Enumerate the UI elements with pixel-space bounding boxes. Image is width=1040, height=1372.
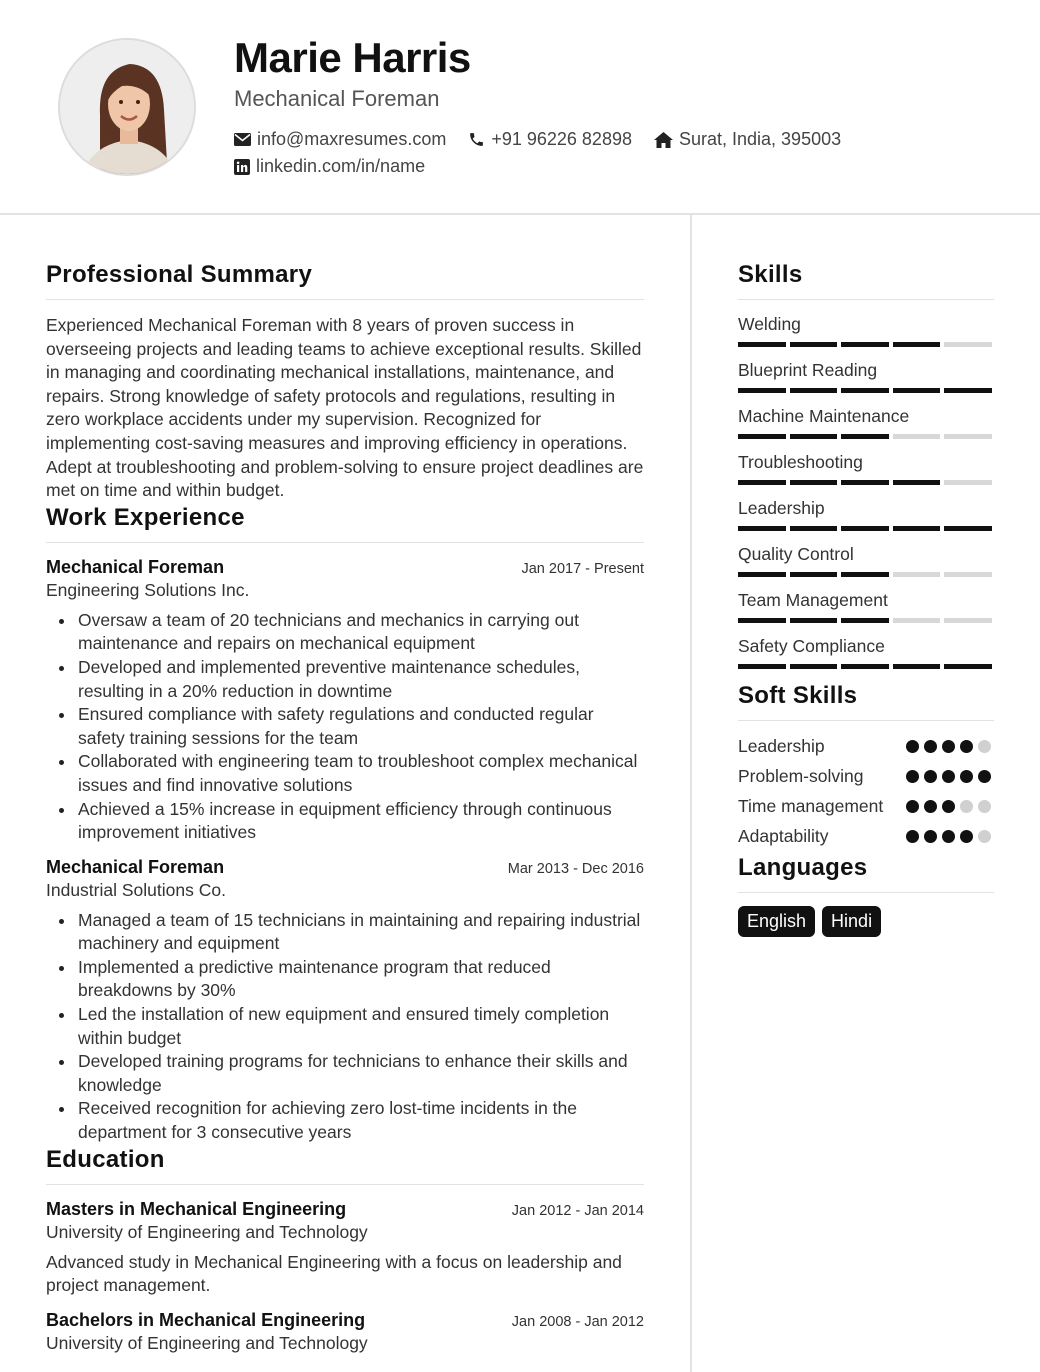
skill-level-segment bbox=[790, 526, 838, 531]
skill-level-segment bbox=[944, 618, 992, 623]
list-item: Developed training programs for technicians to enhance their skills and knowledge bbox=[46, 1050, 644, 1097]
rating-dot bbox=[978, 830, 991, 843]
column-divider bbox=[690, 215, 692, 1372]
main-column bbox=[46, 215, 644, 1354]
skill-level-segment bbox=[841, 572, 889, 577]
skill-name: Safety Compliance bbox=[738, 636, 885, 656]
job-entry bbox=[46, 557, 644, 845]
job-bullets bbox=[46, 609, 644, 845]
soft-skill-name: Leadership bbox=[738, 736, 825, 756]
skill-level-segment bbox=[841, 342, 889, 347]
skill-level-segment bbox=[893, 618, 941, 623]
skill-level-segment bbox=[893, 388, 941, 393]
email-contact[interactable] bbox=[234, 129, 446, 150]
job-title: Mechanical Foreman bbox=[46, 556, 225, 577]
skill-level-segment bbox=[944, 526, 992, 531]
skill-level-segment bbox=[738, 342, 786, 347]
skill-item bbox=[738, 590, 994, 623]
rating-dot bbox=[924, 830, 937, 843]
skill-level-segment bbox=[944, 480, 992, 485]
skill-level-segment bbox=[790, 434, 838, 439]
job-title: Mechanical Foreman bbox=[46, 856, 225, 877]
rating-dot bbox=[924, 800, 937, 813]
skill-level-segment bbox=[790, 480, 838, 485]
candidate-name: Marie Harris bbox=[234, 34, 471, 81]
sidebar-column bbox=[738, 215, 994, 937]
phone-text: +91 96226 82898 bbox=[491, 129, 632, 149]
degree-title: Bachelors in Mechanical Engineering bbox=[46, 1309, 366, 1330]
skill-level-segment bbox=[841, 664, 889, 669]
language-badge: English bbox=[738, 906, 815, 937]
skills-list bbox=[738, 314, 994, 669]
skill-level-segment bbox=[841, 434, 889, 439]
skill-level-bar bbox=[738, 434, 994, 439]
contact-row bbox=[234, 129, 863, 150]
skill-item bbox=[738, 360, 994, 393]
soft-skill-rating bbox=[906, 734, 994, 758]
rating-dot bbox=[978, 770, 991, 783]
skill-name: Machine Maintenance bbox=[738, 406, 910, 426]
skill-level-segment bbox=[790, 618, 838, 623]
skill-level-bar bbox=[738, 572, 994, 577]
degree-title: Masters in Mechanical Engineering bbox=[46, 1198, 347, 1219]
job-date: Mar 2013 - Dec 2016 bbox=[507, 860, 644, 877]
envelope-icon bbox=[234, 133, 251, 146]
languages-list bbox=[738, 906, 994, 937]
list-item: Collaborated with engineering team to troubleshoot complex mechanical issues and find innovative solutions bbox=[46, 750, 644, 797]
skill-level-segment bbox=[893, 480, 941, 485]
rating-dot bbox=[978, 800, 991, 813]
resume-header bbox=[0, 0, 1040, 215]
soft-skill-rating bbox=[906, 794, 994, 818]
contact-row-2 bbox=[234, 156, 447, 177]
rating-dot bbox=[924, 740, 937, 753]
list-item: Developed and implemented preventive maintenance schedules, resulting in a 20% reduction in downtime bbox=[46, 656, 644, 703]
skill-level-segment bbox=[944, 434, 992, 439]
list-item: Managed a team of 15 technicians in maintaining and repairing industrial machinery and equipment bbox=[46, 909, 644, 956]
rating-dot bbox=[924, 770, 937, 783]
location-contact bbox=[654, 129, 841, 150]
skill-level-segment bbox=[944, 572, 992, 577]
skill-level-segment bbox=[738, 526, 786, 531]
skill-level-bar bbox=[738, 526, 994, 531]
language-badge: Hindi bbox=[822, 906, 881, 937]
soft-skill-rating bbox=[906, 764, 994, 788]
rating-dot bbox=[906, 770, 919, 783]
home-icon bbox=[654, 132, 673, 148]
soft-skill-item bbox=[738, 794, 994, 818]
linkedin-icon bbox=[234, 159, 250, 175]
work-heading: Work Experience bbox=[46, 504, 644, 543]
rating-dot bbox=[942, 830, 955, 843]
candidate-role: Mechanical Foreman bbox=[234, 86, 440, 111]
skill-item bbox=[738, 314, 994, 347]
skill-level-bar bbox=[738, 618, 994, 623]
skill-item bbox=[738, 636, 994, 669]
soft-skills-list bbox=[738, 734, 994, 848]
skill-level-segment bbox=[944, 664, 992, 669]
skill-level-segment bbox=[841, 480, 889, 485]
skill-level-segment bbox=[790, 664, 838, 669]
phone-contact[interactable] bbox=[468, 129, 632, 150]
list-item: Oversaw a team of 20 technicians and mechanics in carrying out maintenance and repairs on mechanical equipment bbox=[46, 609, 644, 656]
skill-level-segment bbox=[841, 388, 889, 393]
skill-level-bar bbox=[738, 342, 994, 347]
skill-name: Team Management bbox=[738, 590, 888, 610]
skill-name: Quality Control bbox=[738, 544, 854, 564]
soft-skill-item bbox=[738, 824, 994, 848]
job-company: Engineering Solutions Inc. bbox=[46, 579, 250, 600]
soft-skill-rating bbox=[906, 824, 994, 848]
skill-level-bar bbox=[738, 388, 994, 393]
soft-skills-heading: Soft Skills bbox=[738, 682, 994, 721]
languages-heading: Languages bbox=[738, 854, 994, 893]
skill-name: Welding bbox=[738, 314, 801, 334]
skill-level-segment bbox=[841, 526, 889, 531]
skill-level-bar bbox=[738, 664, 994, 669]
skill-level-segment bbox=[738, 572, 786, 577]
list-item: Implemented a predictive maintenance program that reduced breakdowns by 30% bbox=[46, 956, 644, 1003]
soft-skill-name: Adaptability bbox=[738, 826, 829, 846]
skill-level-segment bbox=[738, 480, 786, 485]
skill-item bbox=[738, 544, 994, 577]
skill-level-segment bbox=[790, 572, 838, 577]
soft-skill-item bbox=[738, 764, 994, 788]
skill-level-bar bbox=[738, 480, 994, 485]
skill-name: Leadership bbox=[738, 498, 825, 518]
skill-level-segment bbox=[893, 572, 941, 577]
list-item: Led the installation of new equipment and ensured timely completion within budget bbox=[46, 1003, 644, 1050]
education-entry bbox=[46, 1310, 644, 1354]
education-description: Advanced study in Mechanical Engineering with a focus on leadership and project management. bbox=[46, 1251, 622, 1296]
skill-name: Troubleshooting bbox=[738, 452, 863, 472]
rating-dot bbox=[978, 740, 991, 753]
skill-level-segment bbox=[790, 342, 838, 347]
skills-heading: Skills bbox=[738, 261, 994, 300]
school-name: University of Engineering and Technology bbox=[46, 1221, 368, 1242]
rating-dot bbox=[960, 830, 973, 843]
school-name: University of Engineering and Technology bbox=[46, 1332, 368, 1353]
skill-level-segment bbox=[893, 664, 941, 669]
rating-dot bbox=[960, 740, 973, 753]
skill-level-segment bbox=[738, 434, 786, 439]
list-item: Ensured compliance with safety regulations and conducted regular safety training sessions for the team bbox=[46, 703, 644, 750]
skill-name: Blueprint Reading bbox=[738, 360, 878, 380]
rating-dot bbox=[960, 770, 973, 783]
skill-level-segment bbox=[790, 388, 838, 393]
list-item: Achieved a 15% increase in equipment efficiency through continuous improvement initiatives bbox=[46, 798, 644, 845]
location-text: Surat, India, 395003 bbox=[678, 129, 842, 149]
education-heading: Education bbox=[46, 1146, 644, 1185]
profile-photo bbox=[60, 40, 196, 176]
education-date: Jan 2008 - Jan 2012 bbox=[511, 1313, 644, 1330]
job-bullets bbox=[46, 909, 644, 1145]
education-date: Jan 2012 - Jan 2014 bbox=[511, 1202, 644, 1219]
rating-dot bbox=[960, 800, 973, 813]
email-text: info@maxresumes.com bbox=[257, 129, 447, 149]
skill-item bbox=[738, 406, 994, 439]
job-date: Jan 2017 - Present bbox=[521, 560, 644, 577]
skill-level-segment bbox=[893, 434, 941, 439]
skill-level-segment bbox=[944, 342, 992, 347]
rating-dot bbox=[942, 740, 955, 753]
skill-level-segment bbox=[738, 664, 786, 669]
skill-level-segment bbox=[944, 388, 992, 393]
skill-level-segment bbox=[893, 526, 941, 531]
skill-level-segment bbox=[841, 618, 889, 623]
list-item: Received recognition for achieving zero lost-time incidents in the department for 3 consecutive years bbox=[46, 1097, 644, 1144]
education-entry bbox=[46, 1199, 644, 1298]
avatar bbox=[58, 38, 196, 176]
rating-dot bbox=[942, 770, 955, 783]
soft-skill-name: Problem-solving bbox=[738, 766, 864, 786]
skill-item bbox=[738, 498, 994, 531]
summary-heading: Professional Summary bbox=[46, 261, 644, 300]
rating-dot bbox=[906, 740, 919, 753]
skill-item bbox=[738, 452, 994, 485]
job-company: Industrial Solutions Co. bbox=[46, 879, 226, 900]
skill-level-segment bbox=[893, 342, 941, 347]
linkedin-contact[interactable] bbox=[234, 156, 425, 177]
phone-icon bbox=[468, 131, 485, 148]
job-entry bbox=[46, 857, 644, 1145]
summary-text: Experienced Mechanical Foreman with 8 years of proven success in overseeing projects and leading teams to achieve exceptional results. Skilled in managing and coordinating mechanical installations, maintenance, and repairs. Strong knowledge of safety protocols and regulations, resulting in zero workplace accidents under my supervision. Recognized for implementing cost-saving measures and improving efficiency in operations. Adept at troubleshooting and problem-solving to ensure project deadlines are met on time and within budget. bbox=[46, 315, 644, 501]
linkedin-text: linkedin.com/in/name bbox=[256, 156, 426, 176]
skill-level-segment bbox=[738, 388, 786, 393]
soft-skill-name: Time management bbox=[738, 796, 884, 816]
rating-dot bbox=[906, 800, 919, 813]
rating-dot bbox=[942, 800, 955, 813]
soft-skill-item bbox=[738, 734, 994, 758]
skill-level-segment bbox=[738, 618, 786, 623]
rating-dot bbox=[906, 830, 919, 843]
